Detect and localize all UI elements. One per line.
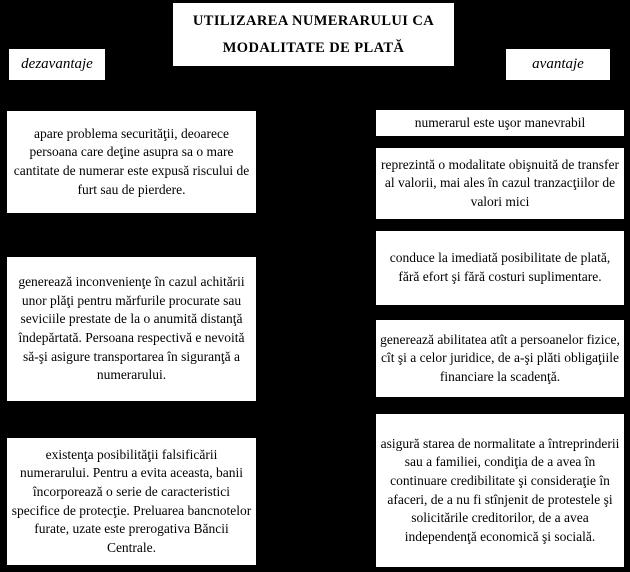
advantage-box-common-transfer: reprezintă o modalitate obişnuită de transfer al valorii, mai ales în cazul tranzacţiilor de valori mici xyxy=(375,147,625,220)
advantage-box-normality-independence: asigură starea de normalitate a întreprinderii sau a familiei, condiţia de a avea în continuare credibilitate şi consideraţie în afaceri, de a nu fi stînjenit de protestele şi solicitările creditorilor, de a avea independenţă economică şi socială. xyxy=(375,413,625,568)
disadvantages-label: dezavantaje xyxy=(8,48,106,81)
disadvantage-box-security-risk: apare problema securităţii, deoarece persoana care deţine asupra sa o mare cantitate de numerar este expusă riscului de furt sau de pierdere. xyxy=(6,110,257,214)
advantage-box-immediate-payment: conduce la imediată posibilitate de plată, fără efort şi fără costuri suplimentare. xyxy=(375,230,625,306)
diagram-title-line2: MODALITATE DE PLATĂ xyxy=(222,39,405,56)
advantages-label: avantaje xyxy=(505,48,611,81)
disadvantage-box-distance-inconvenience: generează inconvenienţe în cazul achitării unor plăţi pentru mărfurile procurate sau seviciile prestate de la o anumită distanţă îndepărtată. Persoana respectivă e nevoită să-şi asigure transportarea în siguranţă a numerarului. xyxy=(6,256,257,402)
disadvantage-box-counterfeiting: existenţa posibilităţii falsificării numerarului. Pentru a evita aceasta, banii încorporează o serie de caracteristici specifice de protecţie. Preluarea bancnotelor furate, uzate este prerogativa Băncii Centrale. xyxy=(6,437,257,566)
advantage-box-easy-handling: numerarul este uşor manevrabil xyxy=(375,109,625,137)
diagram-title-line1: UTILIZAREA NUMERARULUI CA xyxy=(192,12,435,29)
diagram-title-box xyxy=(172,2,455,67)
advantage-box-pay-obligations: generează abilitatea atît a persoanelor fizice, cît şi a celor juridice, de a-şi plăti obligaţiile financiare la scadenţă. xyxy=(375,319,625,398)
